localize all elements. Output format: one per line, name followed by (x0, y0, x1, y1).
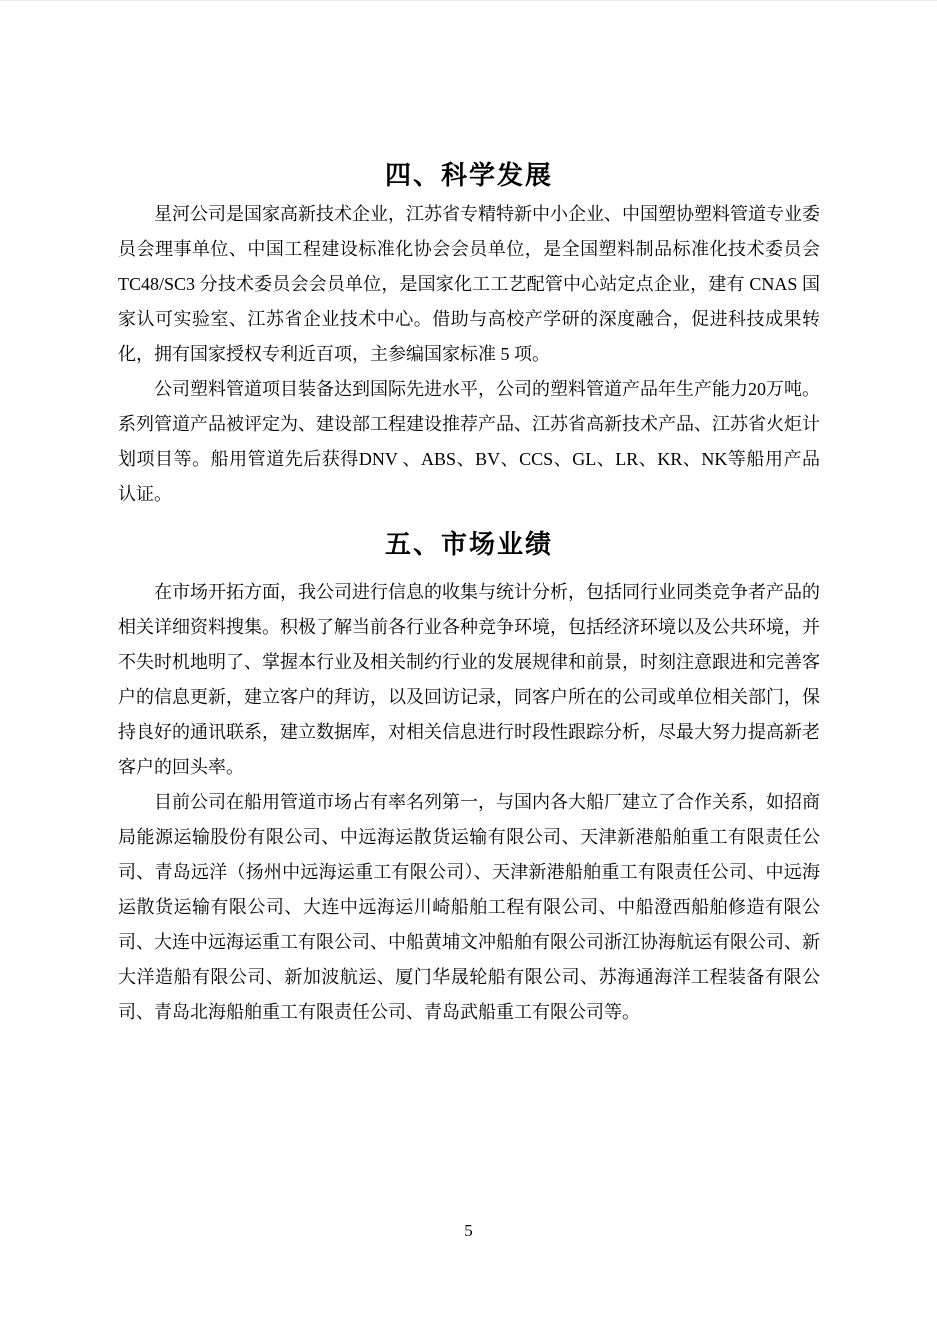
body-paragraph: 在市场开拓方面，我公司进行信息的收集与统计分析，包括同行业同类竞争者产品的相关详细资料搜集。积极了解当前各行业各种竞争环境，包括经济环境以及公共环境，并不失时机地明了、掌握本行业及相关制约行业的发展规律和前景，时刻注意跟进和完善客户的信息更新，建立客户的拜访，以及回访记录，同客户所在的公司或单位相关部门，保持良好的通讯联系，建立数据库，对相关信息进行时段性跟踪分析，尽最大努力提高新老客户的回头率。 (118, 582, 820, 777)
body-paragraph: 星河公司是国家高新技术企业，江苏省专精特新中小企业、中国塑协塑料管道专业委员会理事单位、中国工程建设标准化协会会员单位，是全国塑料制品标准化技术委员会TC48/SC3 分技术委员会会员单位，是国家化工工艺配管中心站定点企业，建有 CNAS 国家认可实验室、江苏省企业技术中心。借助与高校产学研的深度融合，促进科技成果转化，拥有国家授权专利近百项，主参编国家标准 5 项。 (118, 204, 820, 364)
section-title-science-development: 四、科学发展 (384, 160, 553, 190)
section-title-market-performance: 五、市场业绩 (384, 529, 553, 559)
body-paragraph: 目前公司在船用管道市场占有率名列第一，与国内各大船厂建立了合作关系，如招商局能源运输股份有限公司、中远海运散货运输有限公司、天津新港船舶重工有限责任公司、青岛远洋（扬州中远海运重工有限公司）、天津新港船舶重工有限责任公司、中远海运散货运输有限公司、大连中远海运川崎船舶工程有限公司、中船澄西船舶修造有限公司、大连中远海运重工有限公司、中船黄埔文冲船舶有限公司浙江协海航运有限公司、新大洋造船有限公司、新加波航运、厦门华晟轮船有限公司、苏海通海洋工程装备有限公司、青岛北海船舶重工有限责任公司、青岛武船重工有限公司等。 (118, 792, 820, 1022)
page-content (118, 156, 820, 1030)
body-paragraph: 公司塑料管道项目装备达到国际先进水平，公司的塑料管道产品年生产能力20万吨。系列管道产品被评定为、建设部工程建设推荐产品、江苏省高新技术产品、江苏省火炬计划项目等。船用管道先后获得DNV 、ABS、BV、CCS、GL、LR、KR、NK等船用产品认证。 (118, 379, 820, 504)
page-number: 5 (464, 1221, 473, 1240)
